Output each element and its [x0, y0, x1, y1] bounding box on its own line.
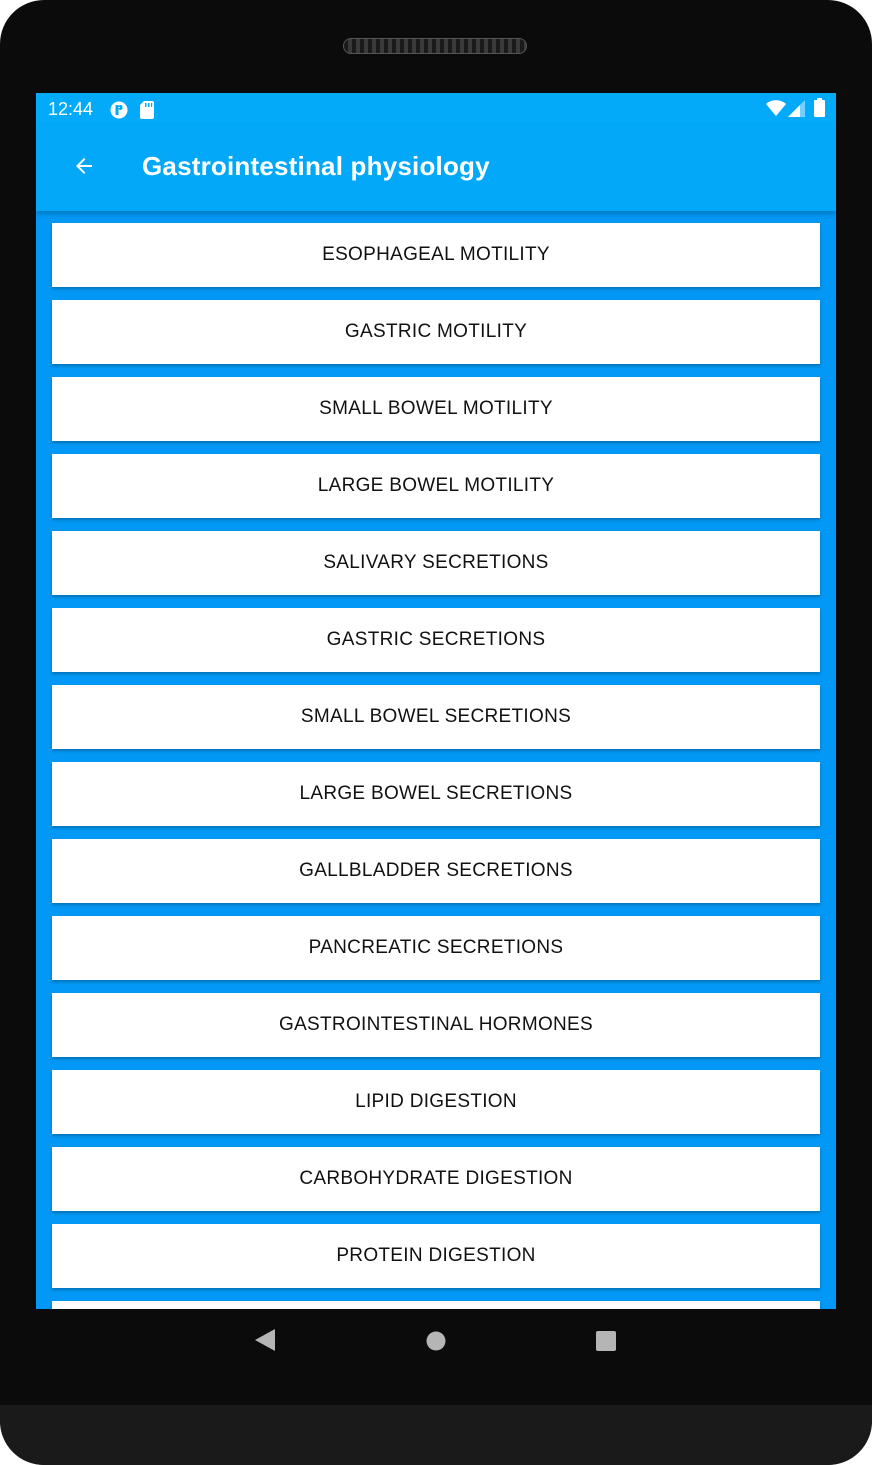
topic-gastric-motility-button[interactable]: GASTRIC MOTILITY [52, 300, 820, 364]
topic-esophageal-motility-button[interactable]: ESOPHAGEAL MOTILITY [52, 223, 820, 287]
topic-carbohydrate-digestion-button[interactable]: CARBOHYDRATE DIGESTION [52, 1147, 820, 1211]
arrow-back-icon [72, 154, 96, 183]
app-bar [36, 125, 836, 211]
speaker-grille [343, 38, 527, 54]
topic-partial-button[interactable] [52, 1301, 820, 1309]
home-circle-icon[interactable] [426, 1331, 446, 1356]
topic-gastrointestinal-hormones-button[interactable]: GASTROINTESTINAL HORMONES [52, 993, 820, 1057]
page-title: Gastrointestinal physiology [142, 151, 490, 181]
topic-large-bowel-motility-button[interactable]: LARGE BOWEL MOTILITY [52, 454, 820, 518]
cell-signal-icon [788, 100, 806, 122]
topic-protein-digestion-button[interactable]: PROTEIN DIGESTION [52, 1224, 820, 1288]
topic-lipid-digestion-button[interactable]: LIPID DIGESTION [52, 1070, 820, 1134]
topic-large-bowel-secretions-button[interactable]: LARGE BOWEL SECRETIONS [52, 762, 820, 826]
recents-square-icon[interactable] [596, 1331, 616, 1356]
status-bar [36, 93, 836, 125]
battery-icon [814, 98, 825, 122]
back-button[interactable] [60, 144, 108, 192]
sd-card-icon [140, 101, 154, 124]
topic-small-bowel-secretions-button[interactable]: SMALL BOWEL SECRETIONS [52, 685, 820, 749]
topic-list [52, 223, 820, 1309]
topic-gastric-secretions-button[interactable]: GASTRIC SECRETIONS [52, 608, 820, 672]
topic-salivary-secretions-button[interactable]: SALIVARY SECRETIONS [52, 531, 820, 595]
device-bottom-bezel [0, 1405, 872, 1465]
topic-pancreatic-secretions-button[interactable]: PANCREATIC SECRETIONS [52, 916, 820, 980]
navigation-bar [36, 1309, 836, 1373]
app-notification-icon [110, 101, 128, 124]
wifi-icon [766, 100, 786, 121]
topic-small-bowel-motility-button[interactable]: SMALL BOWEL MOTILITY [52, 377, 820, 441]
back-triangle-icon[interactable] [255, 1329, 275, 1356]
screen [36, 93, 836, 1309]
status-time: 12:44 [48, 99, 94, 119]
topic-gallbladder-secretions-button[interactable]: GALLBLADDER SECRETIONS [52, 839, 820, 903]
